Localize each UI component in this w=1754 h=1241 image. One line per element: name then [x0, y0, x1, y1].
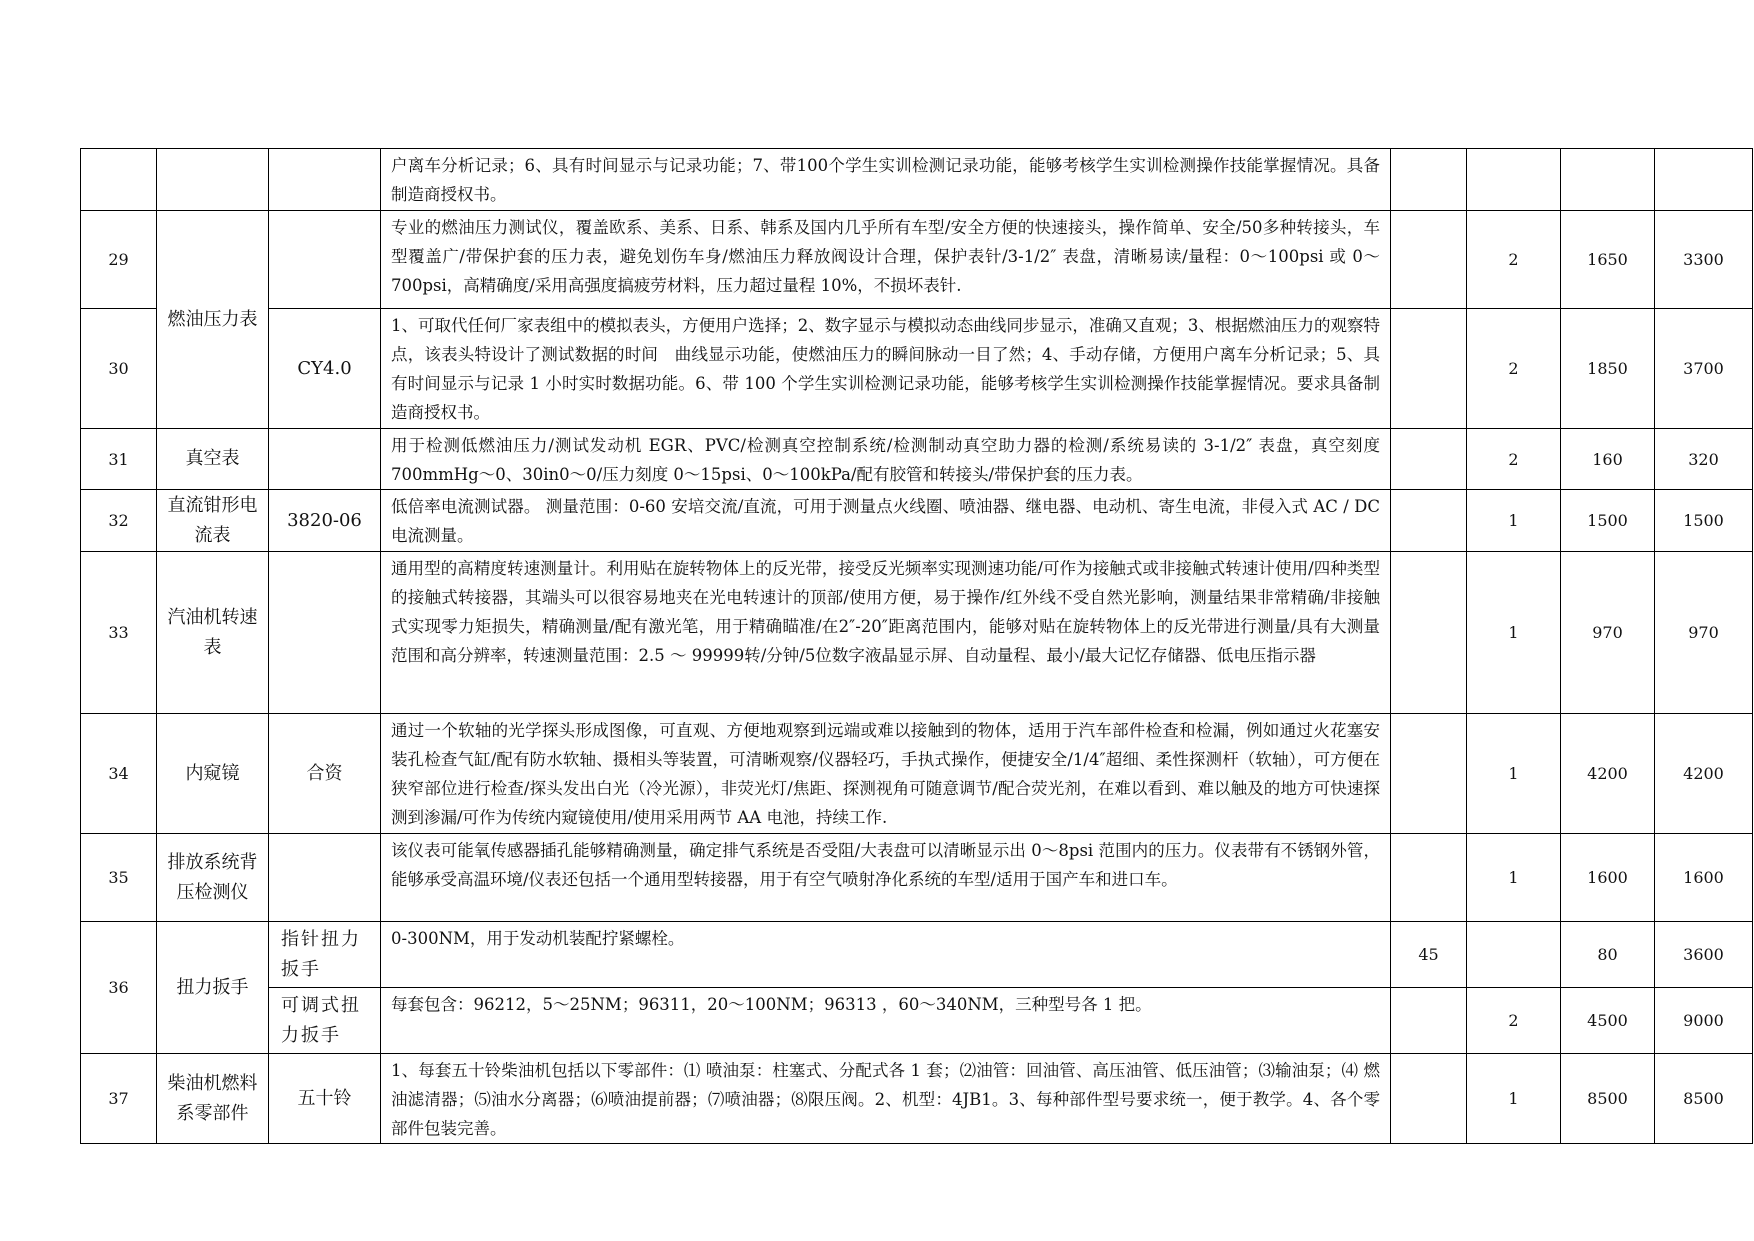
item-total: 3300 [1655, 211, 1753, 309]
item-description: 1、可取代任何厂家表组中的模拟表头，方便用户选择；2、数字显示与模拟动态曲线同步显示，准确又直观；3、根据燃油压力的观察特点，该表头特设计了测试数据的时间 曲线显示功能，使燃油压力的瞬间脉动一目了然；4、手动存储，方便用户离车分析记录；5、具有时间显示与记录 1 小时实时数据功能。6、带 100 个学生实训检测记录功能，能够考核学生实训检测操作技能掌握情况。要求具备制造商授权书。 [381, 309, 1391, 429]
item-description: 每套包含：96212，5～25NM；96311，20～100NM；96313 ，60～340NM，三种型号各 1 把。 [381, 988, 1391, 1054]
item-model: 3820-06 [269, 490, 381, 552]
item-description: 用于检测低燃油压力/测试发动机 EGR、PVC/检测真空控制系统/检测制动真空助力器的检测/系统易读的 3-1/2″ 表盘，真空刻度 700mmHg～0、30in0～0/压力刻度 0～15psi、0～100kPa/配有胶管和转接头/带保护套的压力表。 [381, 429, 1391, 490]
item-price: 4200 [1561, 714, 1655, 834]
item-total: 9000 [1655, 988, 1753, 1054]
item-name: 汽油机转速表 [157, 552, 269, 714]
table-row [81, 714, 1753, 834]
item-unit [1391, 714, 1467, 834]
row-number [81, 149, 157, 211]
item-total: 8500 [1655, 1054, 1753, 1144]
equipment-spec-table [80, 148, 1753, 1144]
row-number: 33 [81, 552, 157, 714]
item-model [269, 552, 381, 714]
item-description: 低倍率电流测试器。 测量范围：0-60 安培交流/直流，可用于测量点火线圈、喷油器、继电器、电动机、寄生电流，非侵入式 AC / DC 电流测量。 [381, 490, 1391, 552]
item-qty: 1 [1467, 552, 1561, 714]
table-row [81, 1054, 1753, 1144]
item-description: 通用型的高精度转速测量计。利用贴在旋转物体上的反光带，接受反光频率实现测速功能/可作为接触式或非接触式转速计使用/四种类型的接触式转接器，其端头可以很容易地夹在光电转速计的顶部/使用方便，易于操作/红外线不受自然光影响，测量结果非常精确/非接触式实现零力矩损失，精确测量/配有激光笔，用于精确瞄准/在2″-20″距离范围内，能够对贴在旋转物体上的反光带进行测量/具有大测量范围和高分辨率，转速测量范围：2.5 ～ 99999转/分钟/5位数字液晶显示屏、自动量程、最小/最大记忆存储器、低电压指示器 [381, 552, 1391, 714]
row-number: 36 [81, 922, 157, 1054]
item-qty: 1 [1467, 714, 1561, 834]
item-unit [1391, 429, 1467, 490]
item-price: 1650 [1561, 211, 1655, 309]
spec-table-page [80, 148, 1752, 1144]
item-price: 970 [1561, 552, 1655, 714]
item-unit [1391, 211, 1467, 309]
item-qty: 2 [1467, 309, 1561, 429]
item-model: 指针扭力扳手 [269, 922, 381, 988]
item-qty: 1 [1467, 1054, 1561, 1144]
item-model: 可调式扭力扳手 [269, 988, 381, 1054]
item-total: 4200 [1655, 714, 1753, 834]
item-description: 该仪表可能氧传感器插孔能够精确测量，确定排气系统是否受阻/大表盘可以清晰显示出 0～8psi 范围内的压力。仪表带有不锈钢外管，能够承受高温环境/仪表还包括一个通用型转接器，用于有空气喷射净化系统的车型/适用于国产车和进口车。 [381, 834, 1391, 922]
table-row [81, 309, 1753, 429]
table-row [81, 211, 1753, 309]
item-description: 0-300NM，用于发动机装配拧紧螺栓。 [381, 922, 1391, 988]
item-total: 1600 [1655, 834, 1753, 922]
item-unit [1391, 1054, 1467, 1144]
item-name: 柴油机燃料系零部件 [157, 1054, 269, 1144]
table-row [81, 429, 1753, 490]
item-unit: 45 [1391, 922, 1467, 988]
row-number: 37 [81, 1054, 157, 1144]
item-qty [1467, 149, 1561, 211]
table-row [81, 149, 1753, 211]
item-model [269, 149, 381, 211]
item-price [1561, 149, 1655, 211]
item-description: 1、每套五十铃柴油机包括以下零部件：⑴ 喷油泵：柱塞式、分配式各 1 套；⑵油管：回油管、高压油管、低压油管；⑶输油泵；⑷ 燃油滤清器；⑸油水分离器；⑹喷油提前器；⑺喷油器；⑻限压阀。2、机型：4JB1。3、每种部件型号要求统一，便于教学。4、各个零部件包装完善。 [381, 1054, 1391, 1144]
item-unit [1391, 988, 1467, 1054]
item-description: 专业的燃油压力测试仪，覆盖欧系、美系、日系、韩系及国内几乎所有车型/安全方便的快速接头，操作简单、安全/50多种转接头，车型覆盖广/带保护套的压力表，避免划伤车身/燃油压力释放阀设计合理，保护表针/3-1/2″ 表盘，清晰易读/量程：0～100psi 或 0～700psi，高精确度/采用高强度搞疲劳材料，压力超过量程 10%，不损坏表针. [381, 211, 1391, 309]
item-name: 内窥镜 [157, 714, 269, 834]
row-number: 35 [81, 834, 157, 922]
item-unit [1391, 834, 1467, 922]
item-unit [1391, 309, 1467, 429]
item-name: 扭力扳手 [157, 922, 269, 1054]
item-unit [1391, 552, 1467, 714]
item-description: 户离车分析记录；6、具有时间显示与记录功能；7、带100个学生实训检测记录功能，能够考核学生实训检测操作技能掌握情况。具备制造商授权书。 [381, 149, 1391, 211]
item-price: 160 [1561, 429, 1655, 490]
item-model [269, 211, 381, 309]
row-number: 32 [81, 490, 157, 552]
item-price: 8500 [1561, 1054, 1655, 1144]
table-row [81, 834, 1753, 922]
row-number: 30 [81, 309, 157, 429]
item-model [269, 834, 381, 922]
item-name: 排放系统背压检测仪 [157, 834, 269, 922]
table-row [81, 988, 1753, 1054]
item-total: 3700 [1655, 309, 1753, 429]
item-unit [1391, 149, 1467, 211]
item-price: 1500 [1561, 490, 1655, 552]
table-row [81, 490, 1753, 552]
item-description: 通过一个软轴的光学探头形成图像，可直观、方便地观察到远端或难以接触到的物体，适用于汽车部件检查和检漏，例如通过火花塞安装孔检查气缸/配有防水软轴、摄相头等装置，可清晰观察/仪器轻巧，手执式操作，便捷安全/1/4″超细、柔性探测杆（软轴），可方便在狭窄部位进行检查/探头发出白光（冷光源），非荧光灯/焦距、探测视角可随意调节/配合荧光剂，在难以看到、难以触及的地方可快速探测到渗漏/可作为传统内窥镜使用/使用采用两节 AA 电池，持续工作. [381, 714, 1391, 834]
item-price: 4500 [1561, 988, 1655, 1054]
item-qty [1467, 922, 1561, 988]
item-name [157, 149, 269, 211]
item-total: 320 [1655, 429, 1753, 490]
table-row [81, 922, 1753, 988]
item-model: 五十铃 [269, 1054, 381, 1144]
item-price: 80 [1561, 922, 1655, 988]
item-qty: 1 [1467, 490, 1561, 552]
item-name: 真空表 [157, 429, 269, 490]
table-row [81, 552, 1753, 714]
item-model: CY4.0 [269, 309, 381, 429]
row-number: 31 [81, 429, 157, 490]
item-total: 970 [1655, 552, 1753, 714]
item-name: 燃油压力表 [157, 211, 269, 429]
item-qty: 2 [1467, 211, 1561, 309]
item-price: 1850 [1561, 309, 1655, 429]
item-unit [1391, 490, 1467, 552]
item-qty: 2 [1467, 988, 1561, 1054]
row-number: 29 [81, 211, 157, 309]
item-qty: 1 [1467, 834, 1561, 922]
item-name: 直流钳形电流表 [157, 490, 269, 552]
item-total: 1500 [1655, 490, 1753, 552]
row-number: 34 [81, 714, 157, 834]
item-total [1655, 149, 1753, 211]
item-model [269, 429, 381, 490]
item-model: 合资 [269, 714, 381, 834]
item-qty: 2 [1467, 429, 1561, 490]
item-total: 3600 [1655, 922, 1753, 988]
item-price: 1600 [1561, 834, 1655, 922]
